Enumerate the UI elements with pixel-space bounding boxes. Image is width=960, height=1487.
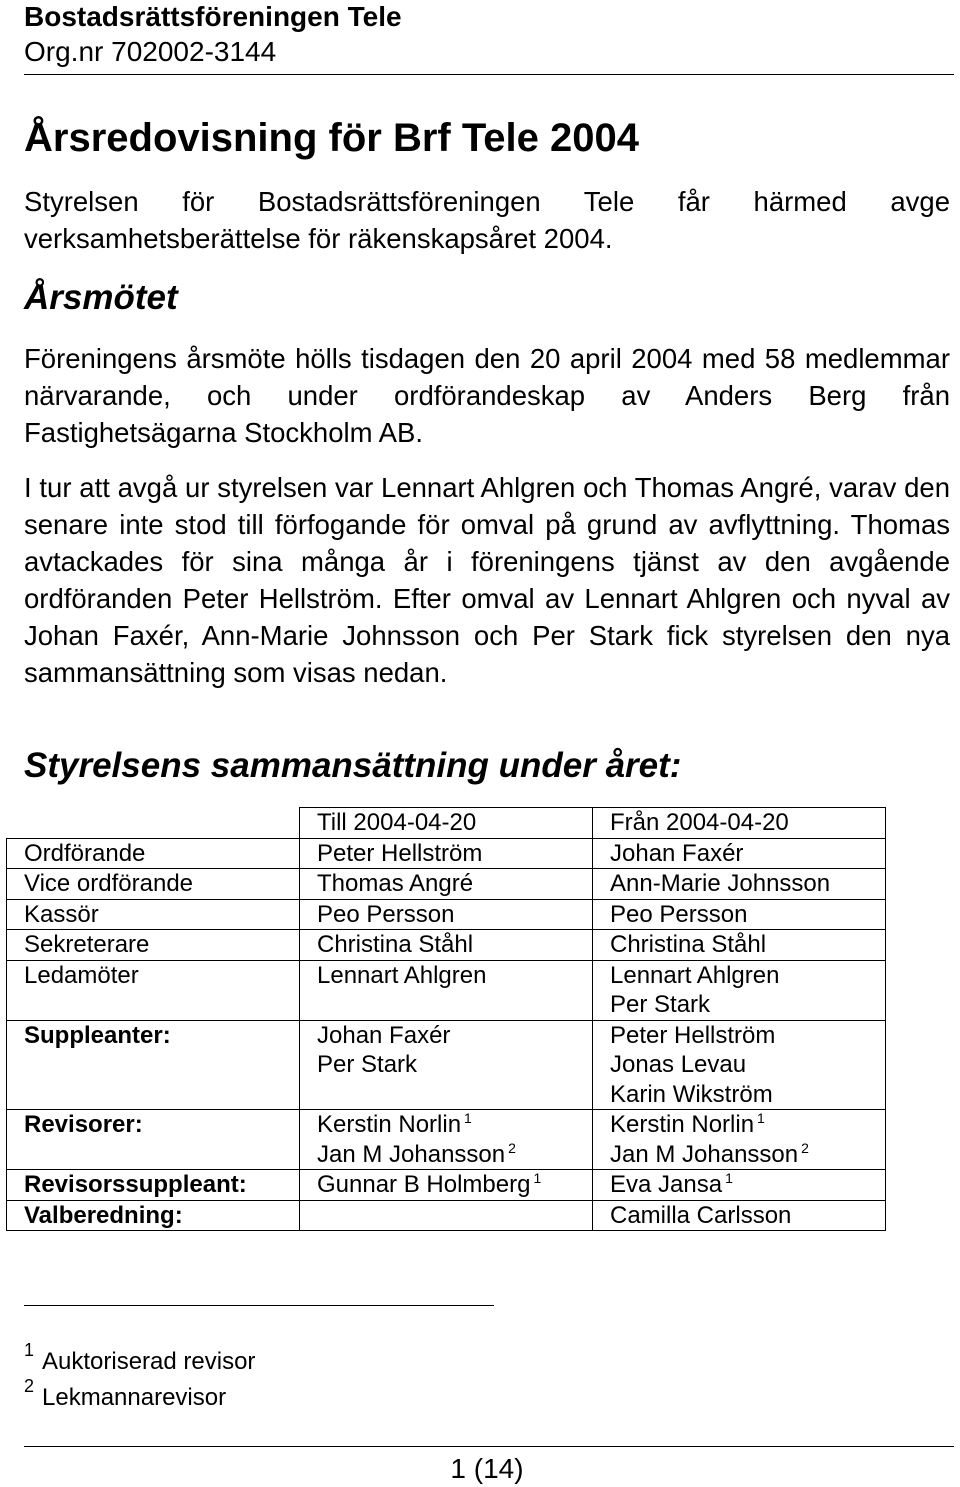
member-entry xyxy=(610,1110,885,1140)
after-cell xyxy=(593,1170,886,1201)
footnote-text: Lekmannarevisor xyxy=(42,1384,227,1411)
after-cell xyxy=(593,1200,886,1231)
before-cell xyxy=(300,1020,593,1110)
member-name: Gunnar B Holmberg xyxy=(317,1171,531,1198)
board-composition-table xyxy=(6,807,886,1231)
member-entry xyxy=(610,1170,885,1200)
header-divider xyxy=(24,74,954,75)
member-name: Peo Persson xyxy=(610,900,748,928)
org-number: Org.nr 702002-3144 xyxy=(24,36,277,67)
member-name: Thomas Angré xyxy=(317,870,474,897)
member-name: Lennart Ahlgren xyxy=(317,961,487,989)
member-name: Per Stark xyxy=(610,991,711,1018)
column-header-after: Från 2004-04-20 xyxy=(593,808,886,839)
member-name: Jan M Johansson xyxy=(610,1140,799,1168)
table-row xyxy=(7,869,886,900)
member-name: Jan M Johansson xyxy=(317,1140,506,1168)
member-name: Peo Persson xyxy=(317,900,455,928)
member-name: Kerstin Norlin xyxy=(317,1111,462,1138)
arsmote-paragraph-1: Föreningens årsmöte hölls tisdagen den 20 april 2004 med 58 medlemmar närvarande, och under ordförandeskap av Anders Berg från Fastighetsägarna Stockholm AB. xyxy=(24,343,950,448)
member-name: Eva Jansa xyxy=(610,1171,723,1198)
member-name: Johan Faxér xyxy=(610,839,744,867)
after-cell xyxy=(593,838,886,869)
footnote-divider xyxy=(24,1305,494,1306)
after-cell xyxy=(593,1110,886,1170)
footnote-mark: 2 xyxy=(508,1139,516,1156)
footnote-mark: 1 xyxy=(533,1170,542,1186)
table-row xyxy=(7,838,886,869)
table-row xyxy=(7,960,886,1020)
member-name: Camilla Carlsson xyxy=(610,1201,792,1229)
after-cell xyxy=(593,869,886,900)
footnote-mark: 2 xyxy=(801,1139,809,1156)
member-name: Ann-Marie Johnsson xyxy=(610,870,831,897)
before-cell xyxy=(300,1110,593,1170)
section-heading-board: Styrelsens sammansättning under året: xyxy=(24,746,682,785)
member-name: Christina Ståhl xyxy=(317,931,474,958)
member-name: Kerstin Norlin xyxy=(610,1111,755,1138)
member-name: Christina Ståhl xyxy=(610,931,767,958)
table-corner-cell xyxy=(7,808,300,839)
section-heading-arsmote: Årsmötet xyxy=(24,278,178,317)
role-cell: Sekreterare xyxy=(7,930,300,961)
after-cell xyxy=(593,960,886,1020)
role-cell: Ledamöter xyxy=(7,960,300,1020)
member-name: Peter Hellström xyxy=(317,839,483,867)
before-cell xyxy=(300,960,593,1020)
footnote-text: Auktoriserad revisor xyxy=(42,1348,256,1375)
after-cell xyxy=(593,930,886,961)
table-row xyxy=(7,1170,886,1201)
table-row xyxy=(7,1200,886,1231)
before-cell xyxy=(300,930,593,961)
arsmote-paragraph-2: I tur att avgå ur styrelsen var Lennart Ahlgren och Thomas Angré, varav den senare inte stod till förfogande för omval på grund av avflyttning. Thomas avtackades för sina många år i föreningens tjänst av den avgående ordföranden Peter Hellström. Efter omval av Lennart Ahlgren och nyval av Johan Faxér, Ann-Marie Johnsson och Per Stark fick styrelsen den nya sammansättning som visas nedan. xyxy=(24,472,950,688)
role-cell: Valberedning: xyxy=(7,1200,300,1231)
member-name: Johan Faxér xyxy=(317,1021,451,1049)
footnote-mark: 1 xyxy=(24,1340,35,1360)
association-name: Bostadsrättsföreningen Tele xyxy=(24,1,402,32)
before-cell xyxy=(300,838,593,869)
page-number: 1 (14) xyxy=(450,1453,524,1484)
table-header-row xyxy=(7,808,886,839)
role-cell: Revisorer: xyxy=(7,1110,300,1170)
column-header-before: Till 2004-04-20 xyxy=(300,808,593,839)
document-title: Årsredovisning för Brf Tele 2004 xyxy=(24,116,639,160)
after-cell xyxy=(593,899,886,930)
table-row xyxy=(7,899,886,930)
role-cell: Revisorssuppleant: xyxy=(7,1170,300,1201)
member-entry xyxy=(317,1140,592,1170)
member-entry xyxy=(317,1170,592,1200)
role-cell: Vice ordförande xyxy=(7,869,300,900)
member-entry xyxy=(610,1140,885,1170)
role-cell: Suppleanter: xyxy=(7,1020,300,1110)
member-name: Lennart Ahlgren xyxy=(610,961,780,989)
footnote-mark: 2 xyxy=(24,1376,35,1396)
member-entry xyxy=(317,1110,592,1140)
footnote-mark: 1 xyxy=(464,1110,472,1126)
before-cell xyxy=(300,1170,593,1201)
footnote-mark: 1 xyxy=(725,1170,733,1186)
before-cell xyxy=(300,1200,593,1231)
role-cell: Kassör xyxy=(7,899,300,930)
intro-paragraph: Styrelsen för Bostadsrättsföreningen Tele får härmed avge verksamhetsberättelse för räkenskapsåret 2004. xyxy=(24,186,950,254)
member-name: Karin Wikström xyxy=(610,1080,773,1108)
footer-divider xyxy=(24,1446,954,1447)
after-cell xyxy=(593,1020,886,1110)
member-name: Jonas Levau xyxy=(610,1051,747,1078)
member-name: Peter Hellström xyxy=(610,1021,776,1049)
member-name: Per Stark xyxy=(317,1051,418,1078)
footnote-mark: 1 xyxy=(757,1110,765,1126)
before-cell xyxy=(300,869,593,900)
role-cell: Ordförande xyxy=(7,838,300,869)
table-row xyxy=(7,1020,886,1110)
table-row xyxy=(7,930,886,961)
table-row xyxy=(7,1110,886,1170)
before-cell xyxy=(300,899,593,930)
